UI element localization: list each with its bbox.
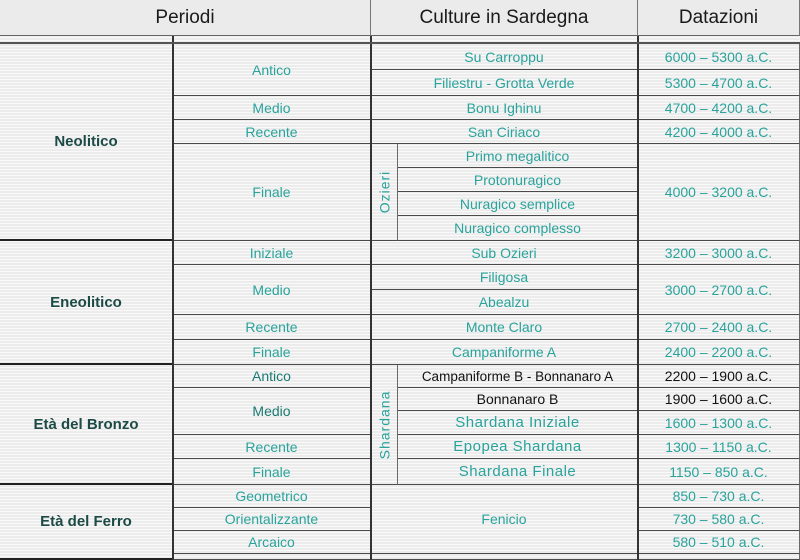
culture-shardana-finale: Shardana Finale	[398, 459, 638, 485]
phase-recente: Recente	[173, 315, 371, 340]
phase-finale: Finale	[173, 144, 371, 241]
header-culture: Culture in Sardegna	[371, 0, 638, 36]
phase-orientalizzante: Orientalizzante	[173, 508, 371, 531]
culture-bonu-ighinu: Bonu Ighinu	[371, 96, 638, 120]
date-cell: 5300 – 4700 a.C.	[638, 70, 800, 96]
date-cell: 850 – 730 a.C.	[638, 485, 800, 508]
phase-medio: Medio	[173, 388, 371, 435]
culture-filiestru: Filiestru - Grotta Verde	[371, 70, 638, 96]
culture-continuation	[371, 554, 638, 560]
phase-iniziale: Iniziale	[173, 241, 371, 265]
date-cell: 2700 – 2400 a.C.	[638, 315, 800, 340]
culture-campaniforme-b: Campaniforme B - Bonnanaro A	[398, 365, 638, 388]
date-cell: 6000 – 5300 a.C.	[638, 44, 800, 70]
culture-protonuragico: Protonuragico	[398, 168, 638, 192]
date-cell: 580 – 510 a.C.	[638, 531, 800, 554]
group-shardana-label: Shardana	[376, 390, 392, 459]
culture-abealzu: Abealzu	[371, 290, 638, 315]
date-cell: 1300 – 1150 a.C.	[638, 435, 800, 459]
period-neolitico: Neolitico	[0, 44, 173, 241]
culture-sub-ozieri: Sub Ozieri	[371, 241, 638, 265]
period-bronzo: Età del Bronzo	[0, 365, 173, 485]
date-cell: 4000 – 3200 a.C.	[638, 144, 800, 241]
date-cell: 1150 – 850 a.C.	[638, 459, 800, 485]
culture-campaniforme-a: Campaniforme A	[371, 340, 638, 365]
phase-finale: Finale	[173, 340, 371, 365]
phase-finale: Finale	[173, 459, 371, 485]
date-cell: 4200 – 4000 a.C.	[638, 120, 800, 144]
culture-nuragico-semplice: Nuragico semplice	[398, 192, 638, 216]
column-divider	[172, 36, 174, 560]
period-eneolitico: Eneolitico	[0, 241, 173, 365]
phase-antico: Antico	[173, 44, 371, 96]
date-cell: 1600 – 1300 a.C.	[638, 411, 800, 435]
group-ozieri	[371, 144, 398, 241]
column-divider	[370, 36, 372, 560]
column-divider	[637, 36, 639, 560]
header-periodi: Periodi	[0, 0, 371, 36]
date-cell: 1900 – 1600 a.C.	[638, 388, 800, 411]
date-cell: 3000 – 2700 a.C.	[638, 265, 800, 315]
group-shardana	[371, 365, 398, 485]
period-ferro: Età del Ferro	[0, 485, 173, 560]
culture-bonnanaro-b: Bonnanaro B	[398, 388, 638, 411]
phase-geometrico: Geometrico	[173, 485, 371, 508]
culture-epopea-shardana: Epopea Shardana	[398, 435, 638, 459]
phase-continuation	[173, 554, 371, 560]
culture-nuragico-complesso: Nuragico complesso	[398, 216, 638, 241]
phase-recente: Recente	[173, 120, 371, 144]
phase-recente: Recente	[173, 435, 371, 459]
date-cell: 4700 – 4200 a.C.	[638, 96, 800, 120]
date-cell: 3200 – 3000 a.C.	[638, 241, 800, 265]
culture-su-carroppu: Su Carroppu	[371, 44, 638, 70]
group-ozieri-label: Ozieri	[376, 170, 392, 214]
date-cell: 2200 – 1900 a.C.	[638, 365, 800, 388]
date-cell: 2400 – 2200 a.C.	[638, 340, 800, 365]
culture-monte-claro: Monte Claro	[371, 315, 638, 340]
phase-antico: Antico	[173, 365, 371, 388]
culture-shardana-iniziale: Shardana Iniziale	[398, 411, 638, 435]
culture-san-ciriaco: San Ciriaco	[371, 120, 638, 144]
culture-primo-megalitico: Primo megalitico	[398, 144, 638, 168]
date-continuation	[638, 554, 800, 560]
header-underline	[0, 42, 800, 44]
header-datazioni: Datazioni	[638, 0, 800, 36]
phase-medio: Medio	[173, 265, 371, 315]
phase-arcaico: Arcaico	[173, 531, 371, 554]
date-cell: 730 – 580 a.C.	[638, 508, 800, 531]
culture-fenicio: Fenicio	[371, 485, 638, 554]
phase-medio: Medio	[173, 96, 371, 120]
culture-filigosa: Filigosa	[371, 265, 638, 290]
